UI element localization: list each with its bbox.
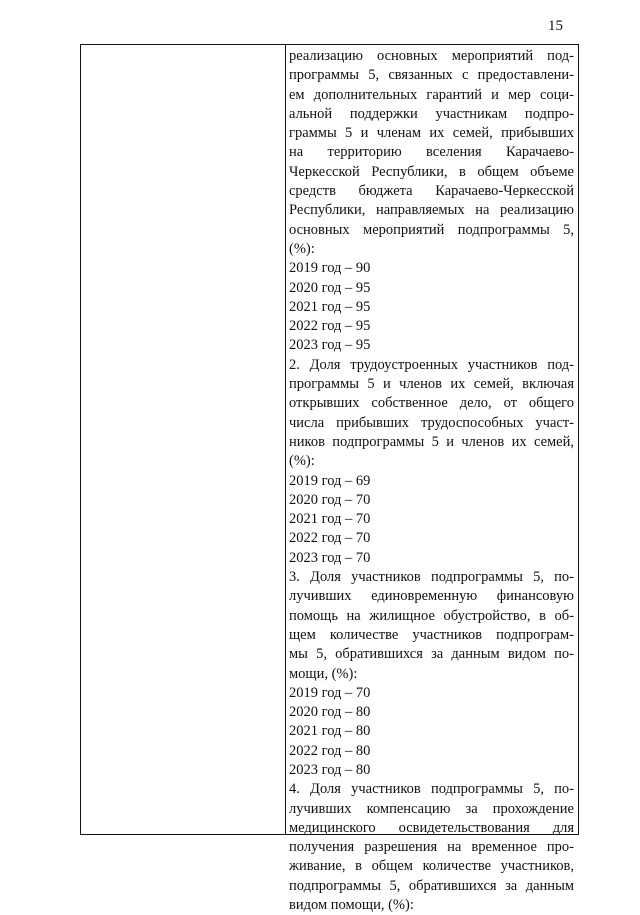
- text-line: живание, в общем количестве участников,: [289, 858, 574, 875]
- text-line: 2023 год – 70: [289, 549, 371, 566]
- text-line: 2023 год – 95: [289, 337, 371, 354]
- text-line: 2020 год – 70: [289, 491, 371, 508]
- text-line: 2019 год – 69: [289, 472, 371, 489]
- text-line: (%):: [289, 240, 315, 257]
- text-line: ем дополнительных гарантий и мер соци-: [289, 86, 574, 103]
- text-line: 2021 год – 70: [289, 511, 371, 528]
- text-line: 4. Доля участников подпрограммы 5, по-: [289, 781, 574, 798]
- text-line: 3. Доля участников подпрограммы 5, по-: [289, 569, 574, 586]
- document-table: [80, 44, 579, 914]
- text-line: мощи, (%):: [289, 665, 358, 682]
- text-line: 2020 год – 95: [289, 279, 371, 296]
- text-line: 2022 год – 80: [289, 742, 371, 759]
- text-line: ников подпрограммы 5 и членов их семей,: [289, 433, 574, 450]
- text-line: видом помощи, (%):: [289, 897, 414, 914]
- text-line: лучивших компенсацию за прохождение: [289, 800, 574, 817]
- text-line: основных мероприятий подпрограммы 5,: [289, 221, 574, 238]
- text-line: 2. Доля трудоустроенных участников под-: [289, 356, 574, 373]
- text-line: на территорию вселения Карачаево-: [289, 144, 574, 161]
- text-line: числа прибывших трудоспособных участ-: [289, 414, 574, 431]
- text-line: щем количестве участников подпрограм-: [289, 626, 574, 643]
- text-line: Республики, направляемых на реализацию: [289, 202, 574, 219]
- text-line: программы 5 и членов их семей, включая: [289, 376, 574, 393]
- text-line: альной поддержки участникам подпро-: [289, 105, 574, 122]
- text-line: медицинского освидетельствования для: [289, 819, 574, 836]
- text-line: 2023 год – 80: [289, 761, 371, 778]
- text-line: открывших собственное дело, от общего: [289, 395, 574, 412]
- text-line: средств бюджета Карачаево-Черкесской: [289, 183, 574, 200]
- table-cell-left-empty: [81, 45, 285, 834]
- column-divider: [285, 45, 286, 834]
- page-number: 15: [548, 18, 563, 34]
- text-line: лучивших единовременную финансовую: [289, 588, 574, 605]
- text-line: Черкесской Республики, в общем объеме: [289, 163, 574, 180]
- table-cell-indicators-text: [289, 47, 574, 914]
- text-line: помощь на жилищное обустройство, в об-: [289, 607, 574, 624]
- text-line: 2021 год – 95: [289, 298, 371, 315]
- text-line: (%):: [289, 453, 315, 470]
- text-line: 2019 год – 70: [289, 684, 371, 701]
- text-line: 2022 год – 95: [289, 318, 371, 335]
- text-line: граммы 5 и членам их семей, прибывших: [289, 125, 574, 142]
- text-line: 2020 год – 80: [289, 704, 371, 721]
- text-line: подпрограммы 5, обратившихся за данным: [289, 877, 574, 894]
- text-line: программы 5, связанных с предоставлени-: [289, 67, 574, 84]
- text-line: мы 5, обратившихся за данным видом по-: [289, 646, 574, 663]
- text-line: 2022 год – 70: [289, 530, 371, 547]
- text-line: получения разрешения на временное про-: [289, 839, 574, 856]
- text-line: реализацию основных мероприятий под-: [289, 48, 574, 64]
- text-line: 2019 год – 90: [289, 260, 371, 277]
- text-line: 2021 год – 80: [289, 723, 371, 740]
